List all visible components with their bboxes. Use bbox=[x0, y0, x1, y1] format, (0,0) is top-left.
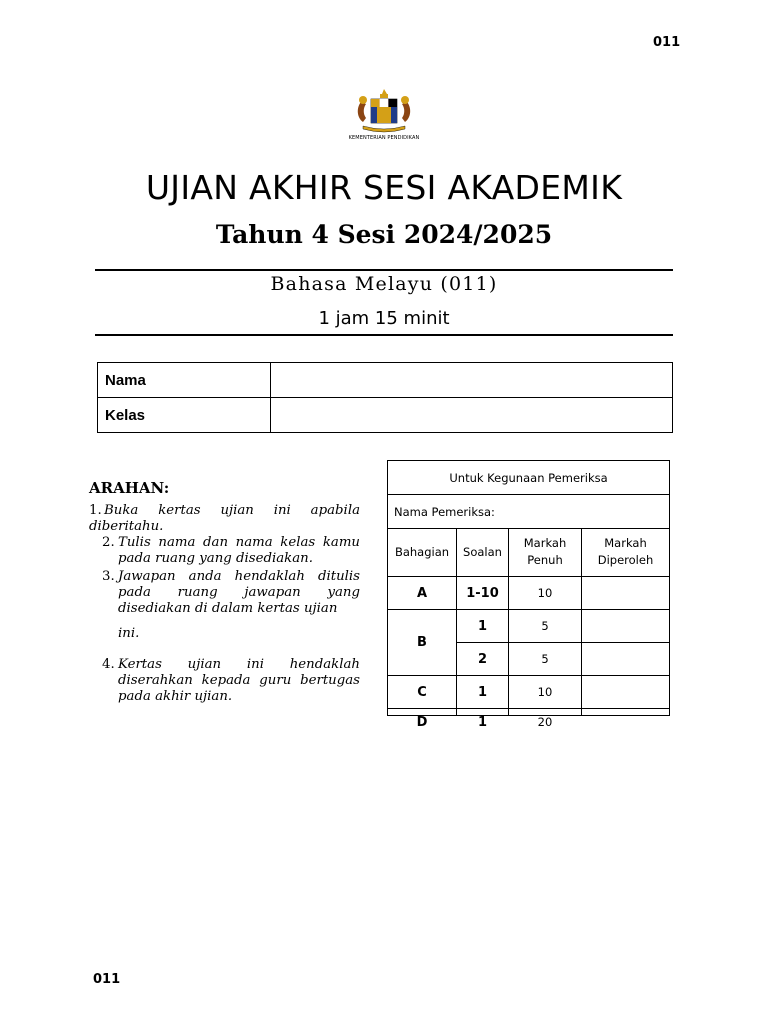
row-b1-full-marks: 5 bbox=[541, 619, 549, 633]
row-c-obtained[interactable] bbox=[582, 676, 669, 708]
row-b-section: B bbox=[417, 635, 427, 650]
page-code-top: 011 bbox=[653, 35, 681, 50]
exam-title: UJIAN AKHIR SESI AKADEMIK bbox=[145, 168, 623, 207]
instruction-1-line2: diberitahu. bbox=[89, 519, 164, 534]
instruction-1-line1: Buka kertas ujian ini apabila bbox=[104, 503, 360, 518]
ministry-logo bbox=[344, 88, 424, 146]
page-code-bottom: 011 bbox=[93, 972, 121, 987]
instruction-4-text: Kertas ujian ini hendaklah diserahkan kepada guru bertugas pada akhir ujian. bbox=[118, 657, 360, 704]
row-a-full-marks: 10 bbox=[537, 586, 553, 600]
header-marks-obtained-line2: Diperoleh bbox=[597, 553, 654, 567]
name-row bbox=[98, 363, 673, 398]
subject-name: Bahasa Melayu (011) bbox=[270, 273, 498, 295]
name-field[interactable] bbox=[271, 363, 673, 398]
row-d-question: 1 bbox=[477, 714, 488, 730]
header-marks-obtained-line1: Markah bbox=[604, 536, 647, 550]
examiner-table-title: Untuk Kegunaan Pemeriksa bbox=[449, 470, 608, 485]
instruction-4-number: 4. bbox=[102, 657, 115, 672]
class-field[interactable] bbox=[271, 398, 673, 433]
header-rule-top bbox=[95, 269, 673, 271]
instruction-3-tail: ini. bbox=[118, 626, 140, 641]
row-c-full-marks: 10 bbox=[537, 685, 553, 699]
row-d-obtained[interactable] bbox=[582, 712, 669, 732]
instruction-2-number: 2. bbox=[102, 535, 115, 550]
header-marks-obtained bbox=[582, 529, 669, 575]
header-full-marks-line2: Penuh bbox=[527, 553, 563, 567]
row-c-section: C bbox=[417, 684, 427, 700]
instruction-1-number: 1. bbox=[89, 503, 102, 518]
grid-line bbox=[388, 708, 669, 709]
examiner-name-label: Nama Pemeriksa: bbox=[394, 504, 495, 519]
exam-subtitle: Tahun 4 Sesi 2024/2025 bbox=[215, 220, 553, 249]
name-label: Nama bbox=[98, 363, 271, 398]
instructions-heading: ARAHAN: bbox=[89, 479, 170, 497]
row-b1-question: 1 bbox=[477, 618, 488, 634]
logo-caption: KEMENTERIAN PENDIDIKAN bbox=[348, 135, 420, 141]
examiner-table bbox=[387, 460, 670, 716]
header-full-marks-line1: Markah bbox=[523, 536, 567, 550]
row-a-obtained[interactable] bbox=[582, 577, 669, 609]
header-full-marks bbox=[509, 529, 581, 575]
instruction-3-number: 3. bbox=[102, 569, 115, 584]
row-b2-obtained[interactable] bbox=[582, 643, 669, 675]
header-section: Bahagian bbox=[394, 545, 450, 559]
header-question: Soalan bbox=[463, 545, 502, 559]
row-b2-question: 2 bbox=[477, 651, 488, 667]
instruction-3-text: Jawapan anda hendaklah ditulis pada ruang jawapan yang disediakan di dalam kertas ujian bbox=[118, 569, 360, 616]
row-a-section: A bbox=[416, 585, 428, 601]
coat-of-arms-icon bbox=[353, 88, 415, 134]
row-d-section: D bbox=[416, 714, 428, 730]
header-rule-bottom bbox=[95, 334, 673, 336]
row-d-full-marks: 20 bbox=[537, 715, 553, 729]
row-b2-full-marks: 5 bbox=[541, 652, 549, 666]
row-b1-obtained[interactable] bbox=[582, 610, 669, 642]
exam-duration: 1 jam 15 minit bbox=[318, 308, 450, 329]
row-a-question: 1-10 bbox=[466, 585, 499, 601]
class-label: Kelas bbox=[98, 398, 271, 433]
class-row bbox=[98, 398, 673, 433]
student-identity-table bbox=[97, 362, 673, 433]
row-c-question: 1 bbox=[477, 684, 488, 700]
instruction-2-text: Tulis nama dan nama kelas kamu pada ruang yang disediakan. bbox=[118, 535, 360, 566]
